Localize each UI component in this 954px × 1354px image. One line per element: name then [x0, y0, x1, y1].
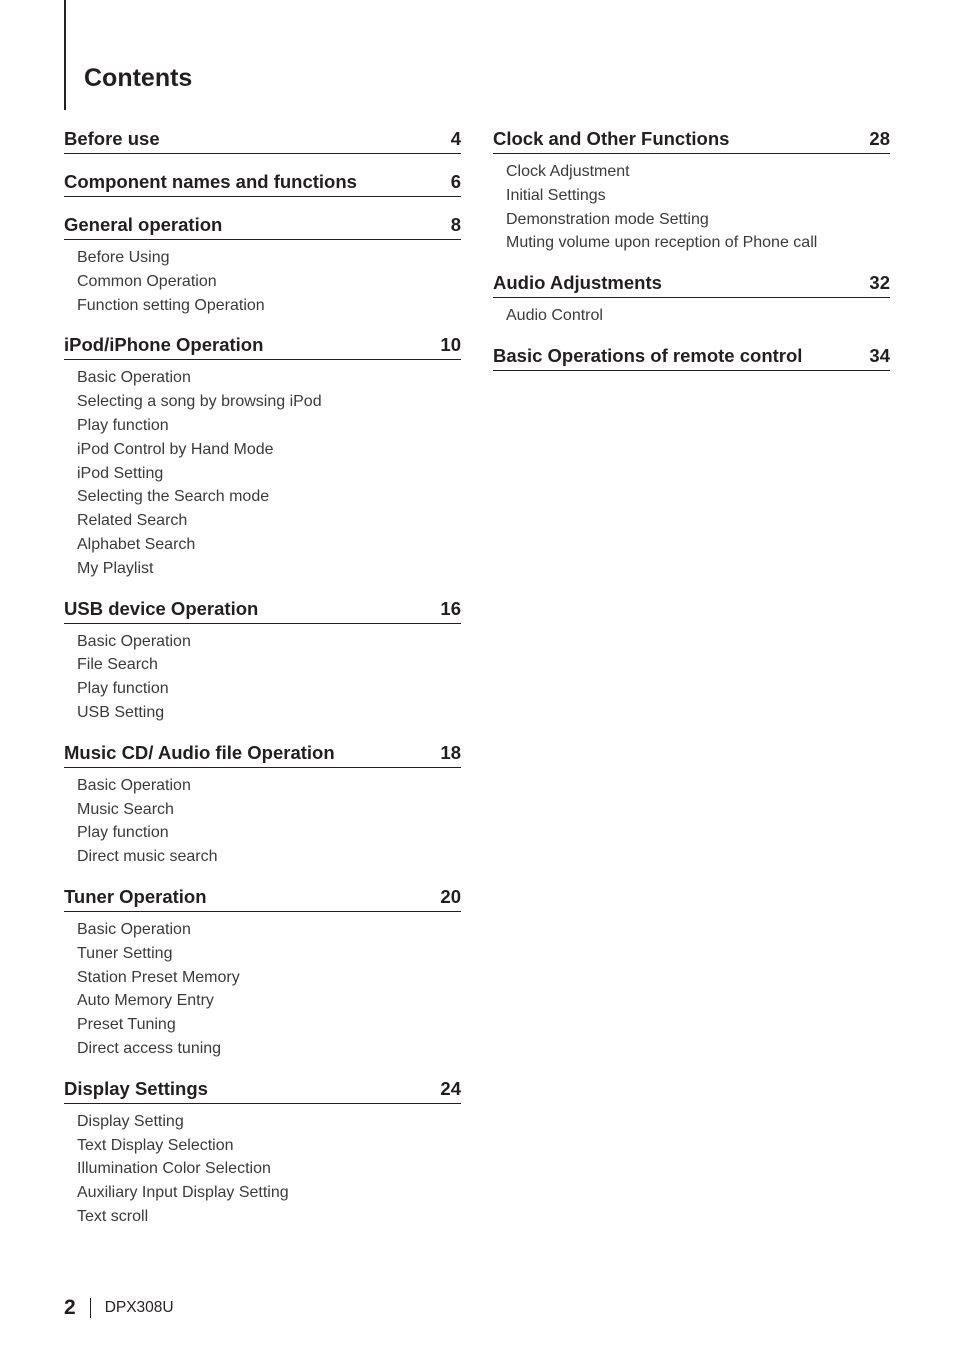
toc-section-page: 24 — [440, 1077, 461, 1099]
toc-subitem[interactable]: Related Search — [77, 512, 188, 530]
toc-section-page: 4 — [450, 128, 461, 149]
model-name: DPX308U — [104, 1299, 174, 1316]
header-rule — [64, 0, 66, 110]
toc-subitem[interactable]: Station Preset Memory — [77, 968, 240, 986]
toc-subitem[interactable]: My Playlist — [77, 559, 154, 577]
toc-section-title: iPod/iPhone Operation — [64, 334, 264, 356]
toc-section-title: Component names and functions — [64, 171, 357, 192]
toc-subitem[interactable]: Common Operation — [77, 272, 217, 290]
toc-subitem[interactable]: Play function — [77, 824, 169, 842]
toc-section — [64, 738, 461, 869]
toc-section-title: Clock and Other Functions — [493, 128, 730, 149]
toc-subitem-list — [64, 912, 461, 1061]
page-title: Contents — [84, 64, 193, 92]
toc-subitem[interactable]: Tuner Setting — [77, 944, 173, 962]
footer-divider — [90, 1298, 91, 1318]
toc-subitem[interactable]: Direct music search — [77, 848, 218, 866]
toc-subitem[interactable]: Demonstration mode Setting — [506, 210, 709, 228]
toc-subitem[interactable]: Before Using — [77, 249, 170, 266]
toc-section-title: Display Settings — [64, 1077, 208, 1099]
toc-section-heading[interactable] — [64, 124, 461, 154]
toc-subitem[interactable]: Selecting the Search mode — [77, 488, 270, 506]
toc-subitem-list — [493, 154, 890, 255]
toc-subitem-list — [493, 298, 890, 328]
toc-section-heading[interactable] — [64, 882, 461, 912]
toc-subitem[interactable]: Initial Settings — [506, 186, 606, 204]
toc-section-page: 28 — [869, 128, 890, 149]
page-footer — [64, 1296, 174, 1320]
toc-section-title: USB device Operation — [64, 597, 259, 619]
toc-section-title: Before use — [64, 128, 160, 149]
toc-section-heading[interactable] — [64, 167, 461, 197]
toc-subitem-list — [64, 240, 461, 317]
toc-subitem[interactable]: Audio Control — [506, 307, 603, 325]
toc-subitem[interactable]: Selecting a song by browsing iPod — [77, 393, 322, 411]
toc-subitem-list — [64, 360, 461, 580]
toc-subitem[interactable]: Basic Operation — [77, 632, 191, 650]
toc-section — [64, 210, 461, 317]
toc-section-heading[interactable] — [64, 210, 461, 240]
toc-subitem[interactable]: Illumination Color Selection — [77, 1160, 271, 1178]
toc-subitem[interactable]: Auto Memory Entry — [77, 992, 214, 1010]
toc-section-page: 20 — [440, 885, 461, 907]
toc-subitem[interactable]: USB Setting — [77, 703, 165, 721]
toc-section-page: 8 — [450, 214, 461, 235]
toc-subitem[interactable]: Basic Operation — [77, 920, 191, 938]
toc-section-heading[interactable] — [64, 738, 461, 768]
toc-section-title: Music CD/ Audio file Operation — [64, 741, 335, 763]
page-number: 2 — [64, 1296, 76, 1319]
toc-subitem[interactable]: Direct access tuning — [77, 1039, 222, 1057]
toc-subitem[interactable]: Play function — [77, 416, 169, 434]
toc-section-page: 16 — [440, 597, 461, 619]
toc-section — [64, 882, 461, 1061]
toc-section-page: 10 — [440, 334, 461, 356]
toc-column-right — [493, 124, 890, 384]
toc-section-heading[interactable] — [64, 330, 461, 360]
toc-subitem[interactable]: Text Display Selection — [77, 1136, 234, 1154]
toc-section-page: 32 — [869, 272, 890, 294]
toc-section — [493, 124, 890, 255]
toc-section-page: 34 — [869, 344, 890, 366]
toc-section-title: General operation — [64, 214, 223, 235]
toc-subitem[interactable]: Preset Tuning — [77, 1016, 176, 1034]
toc-section — [64, 594, 461, 725]
toc-section-heading[interactable] — [493, 341, 890, 371]
toc-subitem-list — [64, 1104, 461, 1229]
toc-subitem-list — [64, 624, 461, 725]
toc-subitem[interactable]: Basic Operation — [77, 776, 191, 794]
toc-section — [64, 330, 461, 580]
toc-section — [493, 268, 890, 328]
toc-subitem[interactable]: Basic Operation — [77, 369, 191, 387]
toc-subitem[interactable]: Clock Adjustment — [506, 163, 630, 180]
toc-subitem-list — [64, 768, 461, 869]
toc-section — [64, 167, 461, 197]
toc-section-heading[interactable] — [64, 594, 461, 624]
toc-subitem[interactable]: File Search — [77, 656, 158, 674]
toc-section-title: Tuner Operation — [64, 885, 207, 907]
toc-section-title: Basic Operations of remote control — [493, 344, 803, 366]
toc-subitem[interactable]: Alphabet Search — [77, 535, 196, 553]
toc-subitem[interactable]: iPod Control by Hand Mode — [77, 440, 274, 458]
toc-subitem[interactable]: Auxiliary Input Display Setting — [77, 1184, 289, 1202]
toc-section — [493, 341, 890, 371]
toc-section-title: Audio Adjustments — [493, 272, 662, 294]
toc-subitem[interactable]: Muting volume upon reception of Phone call — [506, 234, 818, 252]
toc-section — [64, 1074, 461, 1229]
toc-section-heading[interactable] — [493, 124, 890, 154]
toc-subitem[interactable]: Text scroll — [77, 1207, 149, 1225]
toc-section-heading[interactable] — [493, 268, 890, 298]
toc-subitem[interactable]: iPod Setting — [77, 464, 164, 482]
toc-section-page: 6 — [450, 171, 461, 192]
toc-section-heading[interactable] — [64, 1074, 461, 1104]
toc-subitem[interactable]: Music Search — [77, 800, 174, 818]
toc-subitem[interactable]: Function setting Operation — [77, 296, 265, 314]
toc-subitem[interactable]: Play function — [77, 680, 169, 698]
toc-section-page: 18 — [440, 741, 461, 763]
toc-column-left — [64, 124, 461, 1242]
toc-subitem[interactable]: Display Setting — [77, 1112, 184, 1130]
toc-section — [64, 124, 461, 154]
